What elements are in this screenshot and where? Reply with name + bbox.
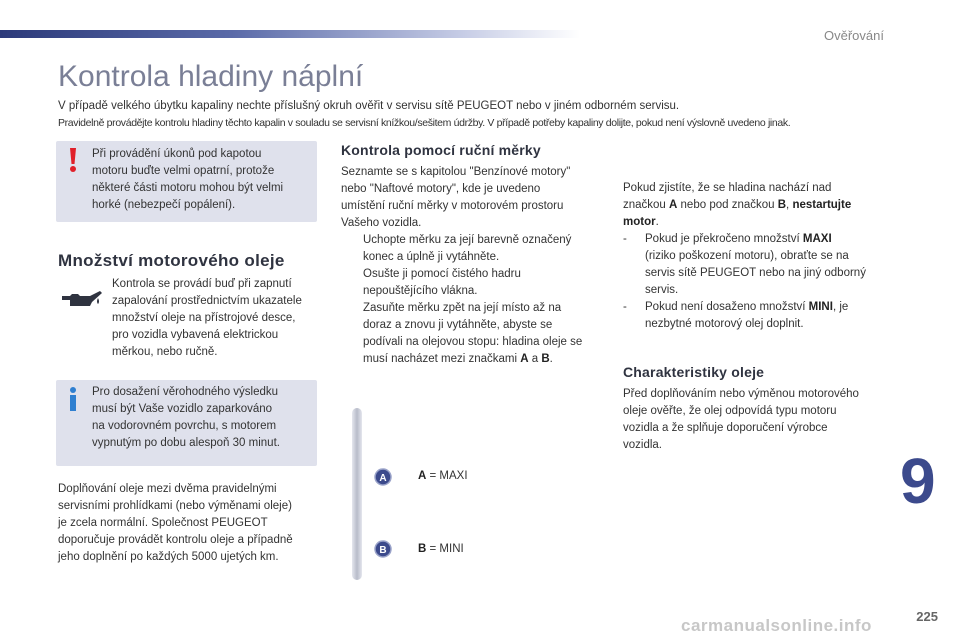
list-item: - Pokud je překročeno množství MAXI (riziko poškození motoru), obraťte se na servis sítě PEUGEOT nebo na jiný odborný servis. <box>623 233 866 296</box>
characteristics-heading: Charakteristiky oleje <box>623 364 765 380</box>
section-label: Ověřování <box>824 28 884 43</box>
marker-b-icon <box>374 540 392 558</box>
intro-line-2: Pravidelně provádějte kontrolu hladiny těchto kapalin v souladu se servisní knížkou/sešitem údržby. V případě potřeby kapaliny dolijte, pokud není výslovně uvedeno jinak. <box>58 117 791 129</box>
list-item: Uchopte měrku za její barevně označený konec a úplně ji vytáhněte. <box>363 234 572 263</box>
header-bar <box>0 30 580 38</box>
info-text: Pro dosažení věrohodného výsledku musí být Vaše vozidlo zaparkováno na vodorovném povrchu, s motorem vypnutým po dobu alespoň 30 minut. <box>92 386 280 449</box>
page-title: Kontrola hladiny náplní <box>58 60 364 93</box>
list-item: - Pokud není dosaženo množství MINI, je nezbytné motorový olej doplnit. <box>623 301 849 330</box>
svg-text:B: B <box>379 545 387 556</box>
list-item: Zasuňte měrku zpět na její místo až na doraz a znovu ji vytáhněte, abyste se podívali na olejovou stopu: hladina oleje se musí nacházet mezi značkami A a B. <box>363 302 583 365</box>
characteristics-text: Před doplňováním nebo výměnou motorového oleje ověřte, že olej odpovídá typu motoru vozidla a že splňuje doporučení výrobce vozidla. <box>623 388 859 451</box>
warning-icon <box>66 147 80 173</box>
dipstick-illustration <box>352 408 362 580</box>
refill-text: Doplňování oleje mezi dvěma pravidelnými servisními prohlídkami (nebo výměnami oleje) je zcela normální. Společnost PEUGEOT doporučuje provádět kontrolu oleje a případně jeho doplnění po každých 5000 ujetých km. <box>58 483 293 563</box>
svg-text:A: A <box>379 473 387 484</box>
list-item: Osušte ji pomocí čistého hadru nepouštějícího vlákna. <box>363 268 521 297</box>
intro-line-1: V případě velkého úbytku kapaliny nechte příslušný okruh ověřit v servisu sítě PEUGEOT nebo v jiném odborném servisu. <box>58 100 680 112</box>
marker-a-icon <box>374 468 392 486</box>
warning-text: Při provádění úkonů pod kapotou motoru buďte velmi opatrní, protože některé části motoru mohou být velmi horké (nebezpečí popálení). <box>92 148 284 211</box>
oil-can-icon <box>60 288 104 312</box>
marker-b-label: B = MINI <box>418 543 464 555</box>
info-icon <box>66 386 80 412</box>
page-number: 225 <box>916 609 938 624</box>
chapter-number: 9 <box>900 445 936 517</box>
marker-a-label: A = MAXI <box>418 470 468 482</box>
dipstick-heading: Kontrola pomocí ruční měrky <box>341 142 541 158</box>
watermark: carmanualsonline.info <box>681 616 872 635</box>
oil-amount-text: Kontrola se provádí buď při zapnutí zapalování prostřednictvím ukazatele množství oleje na přístrojové desce, pro vozidla vybavená elektrickou měrkou, nebo ručně. <box>112 278 302 358</box>
dipstick-text: Seznamte se s kapitolou "Benzínové motory" nebo "Naftové motory", kde je uvedeno umístění ruční měrky v motorovém prostoru Vašeho vozidla. Uchopte měrku za její barevně označený konec a úplně ji vytáhněte. Osušte ji pomocí čistého hadru nepouštějícího vlákna. Zasuňte měrku zpět na její místo až na doraz a znovu ji vytáhněte, abyste se podívali na olejovou stopu: hladina oleje se musí nacházet mezi značkami A a B. <box>341 164 611 368</box>
level-found-text: Pokud zjistíte, že se hladina nachází nad značkou A nebo pod značkou B, nestartujte motor. - Pokud je překročeno množství MAXI (riziko poškození motoru), obraťte se na servis sítě PEUGEOT nebo na jiný odborný servis. - Pokud není dosaženo množství MINI, je nezbytné motorový olej doplnit. <box>623 180 893 333</box>
oil-amount-heading: Množství motorového oleje <box>58 251 285 270</box>
